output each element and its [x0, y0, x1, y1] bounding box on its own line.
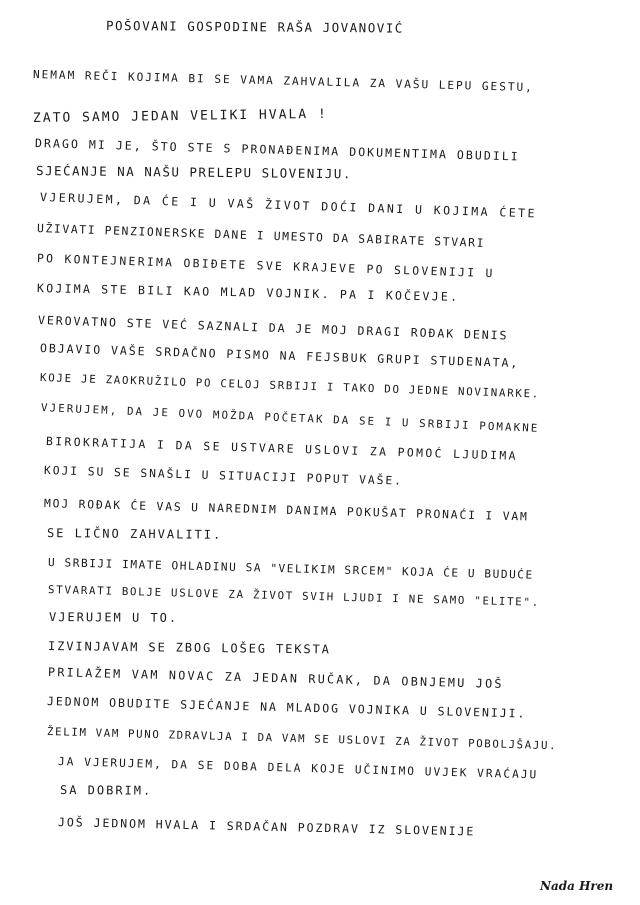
letter-line: U SRBIJI IMATE OHLADINU SA "VELIKIM SRCEM" KOJA ĆE U BUDUĆE	[47, 556, 534, 582]
letter-line: JEDNOM OBUDITE SJEĆANJE NA MLADOG VOJNIKA U SLOVENIJI.	[46, 694, 527, 721]
letter-line: VJERUJEM U TO.	[48, 610, 179, 625]
letter-line: UŽIVATI PENZIONERSKE DANE I UMESTO DA SABIRATE STVARI	[36, 221, 486, 250]
letter-line: DRAGO MI JE, ŠTO STE S PRONAĐENIMA DOKUMENTIMA OBUDILI	[34, 136, 520, 164]
letter-line: VJERUJEM, DA ĆE I U VAŠ ŽIVOT DOĆI DANI U KOJIMA ĆETE	[39, 190, 538, 221]
letter-line: KOJI SU SE SNAŠLI U SITUACIJI POPUT VAŠE.	[43, 463, 404, 488]
letter-line: IZVINJAVAM SE ZBOG LOŠEG TEKSTA	[47, 639, 331, 657]
letter-line: BIROKRATIJA I DA SE USTVARE USLOVI ZA POMOĆ LJUDIMA	[45, 434, 519, 463]
letter-line: STVARATI BOLJE USLOVE ZA ŽIVOT SVIH LJUDI I NE SAMO "ELITE".	[47, 583, 541, 609]
letter-line: MOJ ROĐAK ĆE VAS U NAREDNIM DANIMA POKUŠAT PRONAĆI I VAM	[43, 496, 529, 524]
letter-line: JOŠ JEDNOM HVALA I SRDAČAN POZDRAV IZ SLOVENIJE	[57, 815, 476, 839]
letter-line: NEMAM REČI KOJIMA BI SE VAMA ZAHVALILA ZA VAŠU LEPU GESTU,	[32, 68, 534, 95]
letter-line: VJERUJEM, DA JE OVO MOŽDA POČETAK DA SE I U SRBIJI POMAKNE	[40, 401, 540, 435]
letter-line: KOJIMA STE BILI KAO MLAD VOJNIK. PA I KOČEVJE.	[36, 281, 460, 304]
letter-line: ZATO SAMO JEDAN VELIKI HVALA !	[32, 106, 328, 126]
letter-line: JA VJERUJEM, DA SE DOBA DELA KOJE UČINIMO UVJEK VRAĆAJU	[57, 755, 539, 782]
letter-line: VEROVATNO STE VEĆ SAZNALI DA JE MOJ DRAGI ROĐAK DENIS	[37, 313, 509, 343]
letter-line: SA DOBRIM.	[59, 783, 153, 798]
letter-line: OBJAVIO VAŠE SRDAČNO PISMO NA FEJSBUK GRUPI STUDENATA,	[39, 341, 520, 371]
letter-line: KOJE JE ZAOKRUŽILO PO CELOJ SRBIJI I TAKO DO JEDNE NOVINARKE.	[39, 371, 541, 401]
letter-line: PRILAŽEM VAM NOVAC ZA JEDAN RUČAK, DA OBNJEMU JOŠ	[47, 665, 504, 691]
signature: Nada Hren	[540, 879, 614, 893]
letter-line: SE LIČNO ZAHVALITI.	[46, 526, 223, 542]
letter-line: ŽELIM VAM PUNO ZDRAVLJA I DA VAM SE USLOVI ZA ŽIVOT POBOLJŠAJU.	[46, 725, 558, 753]
letter-greeting: POŠOVANI GOSPODINE RAŠA JOVANOVIĆ	[105, 18, 404, 36]
letter-line: SJEĆANJE NA NAŠU PRELEPU SLOVENIJU.	[35, 163, 352, 182]
letter-line: PO KONTEJNERIMA OBIĐETE SVE KRAJEVE PO SLOVENIJI U	[36, 251, 495, 281]
